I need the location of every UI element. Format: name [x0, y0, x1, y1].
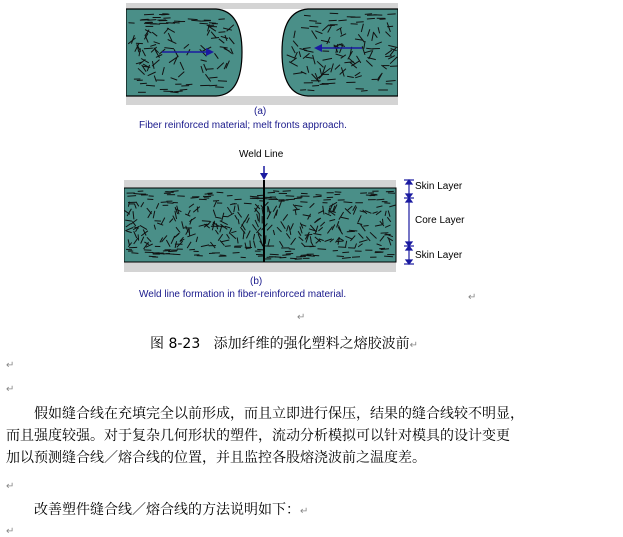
melt-fronts-diagram — [126, 3, 398, 105]
paragraph-mark: ↵ — [6, 481, 15, 492]
figure-a-caption: Fiber reinforced material; melt fronts approach. — [139, 120, 347, 131]
figure-a-label: (a) — [254, 106, 267, 117]
figure-title-text: 图 8-23 添加纤维的强化塑料之熔胶波前 — [150, 336, 410, 352]
figure-title — [150, 333, 418, 353]
figure-b-label: (b) — [250, 276, 263, 287]
paragraph-text: 改善塑件缝合线／熔合线的方法说明如下： — [34, 502, 300, 518]
paragraph-mark: ↵ — [6, 360, 15, 371]
paragraph-line: 而且强度较强。对于复杂几何形状的塑件，流动分析模拟可以针对模具的设计变更 — [6, 428, 510, 444]
paragraph-mark: ↵ — [300, 506, 309, 517]
weld-line-label: Weld Line — [239, 149, 284, 160]
paragraph-mark: ↵ — [409, 340, 418, 351]
figure-b-caption: Weld line formation in fiber-reinforced material. — [139, 289, 347, 300]
skin-layer-top-label: Skin Layer — [415, 181, 463, 192]
paragraph-line: 假如缝合线在充填完全以前形成，而且立即进行保压，结果的缝合线较不明显， — [34, 406, 524, 422]
core-layer-label: Core Layer — [415, 215, 465, 226]
figure-a — [126, 3, 398, 105]
skin-layer-bottom-label: Skin Layer — [415, 250, 463, 261]
paragraph-mark: ↵ — [468, 292, 477, 303]
paragraph-mark: ↵ — [6, 384, 15, 395]
body-paragraph-1 — [6, 403, 618, 469]
paragraph-line: 加以预测缝合线／熔合线的位置，并且监控各股熔浇波前之温度差。 — [6, 450, 426, 466]
paragraph-mark: ↵ — [297, 312, 306, 323]
body-paragraph-2 — [34, 499, 308, 523]
paragraph-mark: ↵ — [6, 526, 15, 537]
